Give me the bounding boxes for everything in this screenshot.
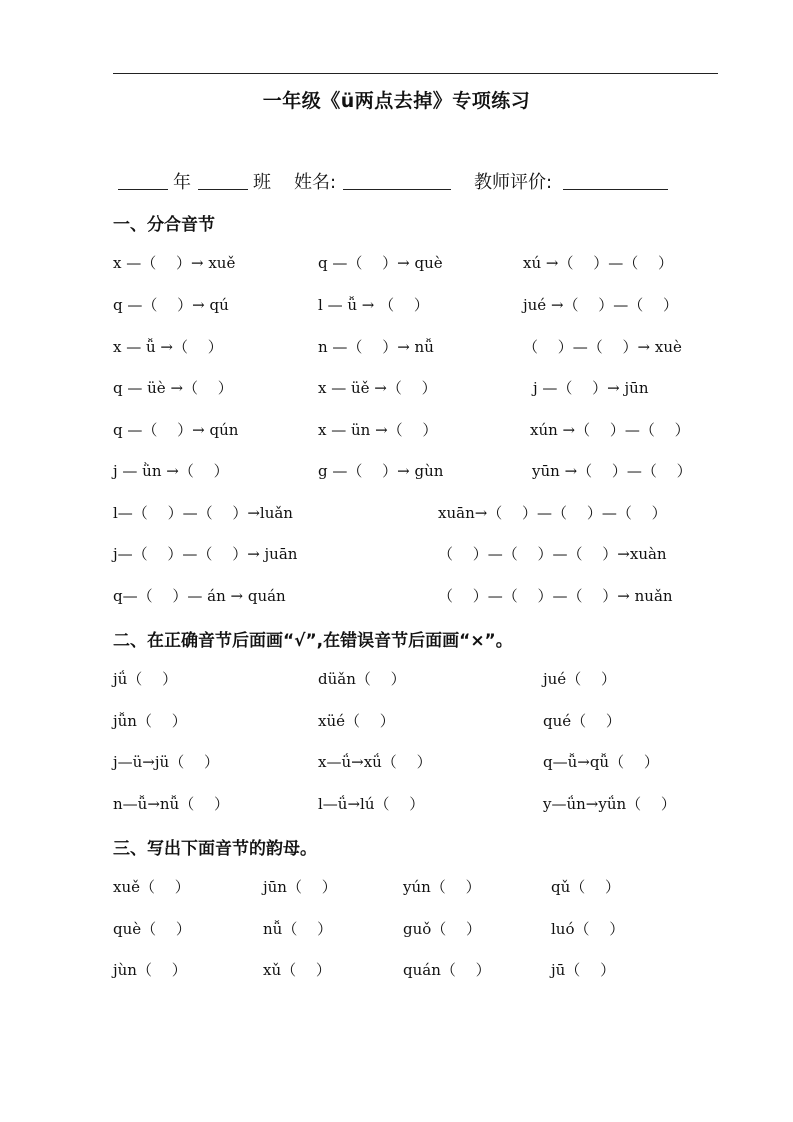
- exercise-item[interactable]: n —（ ）→ nǚ: [318, 338, 434, 356]
- s1-row: [0, 252, 793, 274]
- exercise-item[interactable]: （ ）—（ ）—（ ）→xuàn: [438, 545, 667, 563]
- final-item[interactable]: xuě（ ）: [113, 878, 190, 896]
- header-rule: [113, 73, 718, 74]
- student-info-line: [0, 168, 793, 192]
- final-item[interactable]: jùn（ ）: [113, 961, 187, 979]
- judge-item[interactable]: q—ǚ→qǚ（ ）: [543, 753, 659, 771]
- s1-row: [0, 543, 793, 565]
- final-item[interactable]: jū（ ）: [551, 961, 616, 979]
- s3-row: [0, 918, 793, 940]
- judge-item[interactable]: xüé（ ）: [318, 712, 395, 730]
- s1-row: [0, 377, 793, 399]
- final-item[interactable]: nǚ（ ）: [263, 920, 333, 938]
- judge-item[interactable]: düǎn（ ）: [318, 670, 406, 688]
- exercise-item[interactable]: g —（ ）→ gùn: [318, 462, 444, 480]
- section-3-heading: 三、写出下面音节的韵母。: [113, 839, 317, 859]
- s1-row: [0, 585, 793, 607]
- exercise-item[interactable]: q —（ ）→ qú: [113, 296, 229, 314]
- class-label: 班: [253, 172, 271, 193]
- exercise-item[interactable]: x — üě →（ ）: [318, 379, 437, 397]
- exercise-item[interactable]: x — ǚ →（ ）: [113, 338, 223, 356]
- judge-item[interactable]: jué（ ）: [543, 670, 616, 688]
- exercise-item[interactable]: l—（ ）—（ ）→luǎn: [113, 504, 293, 522]
- judge-item[interactable]: j—ü→jü（ ）: [113, 753, 219, 771]
- s2-row: [0, 751, 793, 773]
- exercise-item[interactable]: j—（ ）—（ ）→ juān: [113, 545, 298, 563]
- final-item[interactable]: yún（ ）: [403, 878, 481, 896]
- page-title: 一年级《ü两点去掉》专项练习: [262, 90, 531, 112]
- judge-item[interactable]: qué（ ）: [543, 712, 621, 730]
- judge-item[interactable]: l—ǘ→lú（ ）: [318, 795, 425, 813]
- exercise-item[interactable]: q —（ ）→ què: [318, 254, 443, 272]
- exercise-item[interactable]: x —（ ）→ xuě: [113, 254, 236, 272]
- exercise-item[interactable]: （ ）—（ ）→ xuè: [523, 338, 682, 356]
- exercise-item[interactable]: q—（ ）— án → quán: [113, 587, 286, 605]
- judge-item[interactable]: y—ǘn→yǘn（ ）: [543, 795, 676, 813]
- judge-item[interactable]: jǚn（ ）: [113, 712, 187, 730]
- section-2-heading: 二、在正确音节后面画“√”,在错误音节后面画“×”。: [113, 631, 513, 651]
- final-item[interactable]: jūn（ ）: [263, 878, 337, 896]
- final-item[interactable]: qǔ（ ）: [551, 878, 621, 896]
- final-item[interactable]: quán（ ）: [403, 961, 491, 979]
- teacher-eval-label: 教师评价:: [474, 172, 553, 193]
- exercise-item[interactable]: （ ）—（ ）—（ ）→ nuǎn: [438, 587, 673, 605]
- s1-row: [0, 460, 793, 482]
- judge-item[interactable]: n—ǚ→nǚ（ ）: [113, 795, 229, 813]
- exercise-item[interactable]: xú →（ ）—（ ）: [523, 254, 673, 272]
- exercise-item[interactable]: q — üè →（ ）: [113, 379, 233, 397]
- judge-item[interactable]: jǘ（ ）: [113, 670, 178, 688]
- s1-row: [0, 419, 793, 441]
- name-label: 姓名:: [294, 172, 337, 193]
- s2-row: [0, 668, 793, 690]
- final-item[interactable]: xǔ（ ）: [263, 961, 331, 979]
- year-label: 年: [173, 172, 191, 193]
- exercise-item[interactable]: x — ün →（ ）: [318, 421, 438, 439]
- s2-row: [0, 710, 793, 732]
- teacher-eval-blank[interactable]: [563, 189, 668, 190]
- class-blank[interactable]: [198, 189, 248, 190]
- exercise-item[interactable]: xún →（ ）—（ ）: [530, 421, 690, 439]
- exercise-item[interactable]: j —（ ）→ jūn: [533, 379, 649, 397]
- s1-row: [0, 336, 793, 358]
- exercise-item[interactable]: xuān→（ ）—（ ）—（ ）: [438, 504, 667, 522]
- s1-row: [0, 502, 793, 524]
- final-item[interactable]: què（ ）: [113, 920, 191, 938]
- year-blank[interactable]: [118, 189, 168, 190]
- exercise-item[interactable]: jué →（ ）—（ ）: [523, 296, 679, 314]
- section-1-heading: 一、分合音节: [113, 215, 215, 235]
- s3-row: [0, 959, 793, 981]
- final-item[interactable]: luó（ ）: [551, 920, 625, 938]
- final-item[interactable]: guǒ（ ）: [403, 920, 482, 938]
- exercise-item[interactable]: l — ǚ → （ ）: [318, 296, 429, 314]
- name-blank[interactable]: [343, 189, 451, 190]
- s3-row: [0, 876, 793, 898]
- exercise-item[interactable]: q —（ ）→ qún: [113, 421, 239, 439]
- s2-row: [0, 793, 793, 815]
- judge-item[interactable]: x—ǘ→xǘ（ ）: [318, 753, 432, 771]
- exercise-item[interactable]: yūn →（ ）—（ ）: [532, 462, 692, 480]
- exercise-item[interactable]: j — ǜn →（ ）: [113, 462, 229, 480]
- s1-row: [0, 294, 793, 316]
